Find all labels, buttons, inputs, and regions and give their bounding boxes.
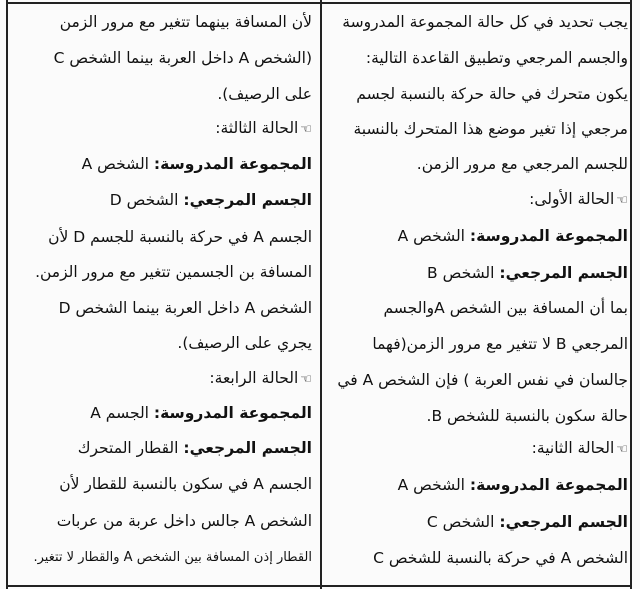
case4-explanation-line: الشخص A جالس داخل عربة من عربات xyxy=(56,512,312,530)
column-divider xyxy=(320,0,322,589)
intro-line: مرجعي إذا تغير موضع هذا المتحرك بالنسبة xyxy=(353,120,628,138)
reference-label: الجسم المرجعي: xyxy=(183,191,312,209)
case3-explanation-line: يجري على الرصيف). xyxy=(177,334,312,352)
left-column xyxy=(8,0,318,589)
case2-reference xyxy=(330,506,628,538)
reference-value: الشخص C xyxy=(426,513,495,531)
case1-reference xyxy=(330,257,628,289)
case3-explanation-line: المسافة بن الجسمين تتغير مع مرور الزمن. xyxy=(35,263,312,281)
case3-heading: ☜الحالة الثالثة: xyxy=(14,112,312,144)
system-label: المجموعة المدروسة: xyxy=(469,476,628,494)
intro-line: يجب تحديد في كل حالة المجموعة المدروسة xyxy=(342,13,628,31)
reference-label: الجسم المرجعي: xyxy=(183,439,312,457)
case4-explanation-line: القطار إذن المسافة بين الشخص A والقطار لا تتغير. xyxy=(33,550,312,565)
case2-continued-line: (الشخص A داخل العربة بينما الشخص C xyxy=(53,49,312,67)
case4-reference xyxy=(14,432,312,464)
pointing-hand-icon: ☜ xyxy=(300,122,312,137)
right-column xyxy=(324,0,634,589)
case2-explanation-line: الشخص A في حركة بالنسبة للشخص C xyxy=(373,549,628,567)
case4-explanation-line: الجسم A في سكون بالنسبة للقطار لأن xyxy=(59,475,312,493)
case4-heading: ☜الحالة الرابعة: xyxy=(14,362,312,394)
reference-label: الجسم المرجعي: xyxy=(499,264,628,282)
system-value: الشخص A xyxy=(81,155,149,173)
system-label: المجموعة المدروسة: xyxy=(153,404,312,422)
case3-explanation-line: الشخص A داخل العربة بينما الشخص D xyxy=(58,299,312,317)
system-value: الشخص A xyxy=(397,476,465,494)
reference-value: الشخص D xyxy=(109,191,179,209)
case3-explanation-line: الجسم A في حركة بالنسبة للجسم D لأن xyxy=(48,228,312,246)
pointing-hand-icon: ☜ xyxy=(300,372,312,387)
case1-explanation-line: بما أن المسافة بين الشخص Aوالجسم xyxy=(383,299,628,317)
case1-explanation-line: المرجعي B لا تتغير مع مرور الزمن(فهما xyxy=(372,335,628,353)
case2-system xyxy=(330,469,628,501)
system-label: المجموعة المدروسة: xyxy=(153,155,312,173)
case2-heading: ☜الحالة الثانية: xyxy=(330,432,628,464)
case4-system xyxy=(14,397,312,429)
intro-line: يكون متحرك في حالة حركة بالنسبة لجسم xyxy=(356,85,628,103)
reference-label: الجسم المرجعي: xyxy=(499,513,628,531)
case1-explanation-line: حالة سكون بالنسبة للشخص B. xyxy=(426,407,628,425)
system-value: الجسم A xyxy=(90,404,149,422)
case2-continued-line: على الرصيف). xyxy=(217,85,312,103)
system-label: المجموعة المدروسة: xyxy=(469,227,628,245)
reference-value: القطار المتحرك xyxy=(77,439,179,457)
case2-continued-line: لأن المسافة بينهما تتغير مع مرور الزمن xyxy=(59,13,312,31)
case3-system xyxy=(14,148,312,180)
case1-system xyxy=(330,220,628,252)
case1-explanation-line: جالسان في نفس العربة ) فإن الشخص A في xyxy=(337,371,628,389)
intro-line: للجسم المرجعي مع مرور الزمن. xyxy=(416,155,628,173)
case1-heading: ☜الحالة الأولى: xyxy=(330,183,628,215)
case3-reference xyxy=(14,184,312,216)
pointing-hand-icon: ☜ xyxy=(616,442,628,457)
intro-line: والجسم المرجعي وتطبيق القاعدة التالية: xyxy=(365,49,628,67)
pointing-hand-icon: ☜ xyxy=(616,193,628,208)
system-value: الشخص A xyxy=(397,227,465,245)
reference-value: الشخص B xyxy=(427,264,495,282)
